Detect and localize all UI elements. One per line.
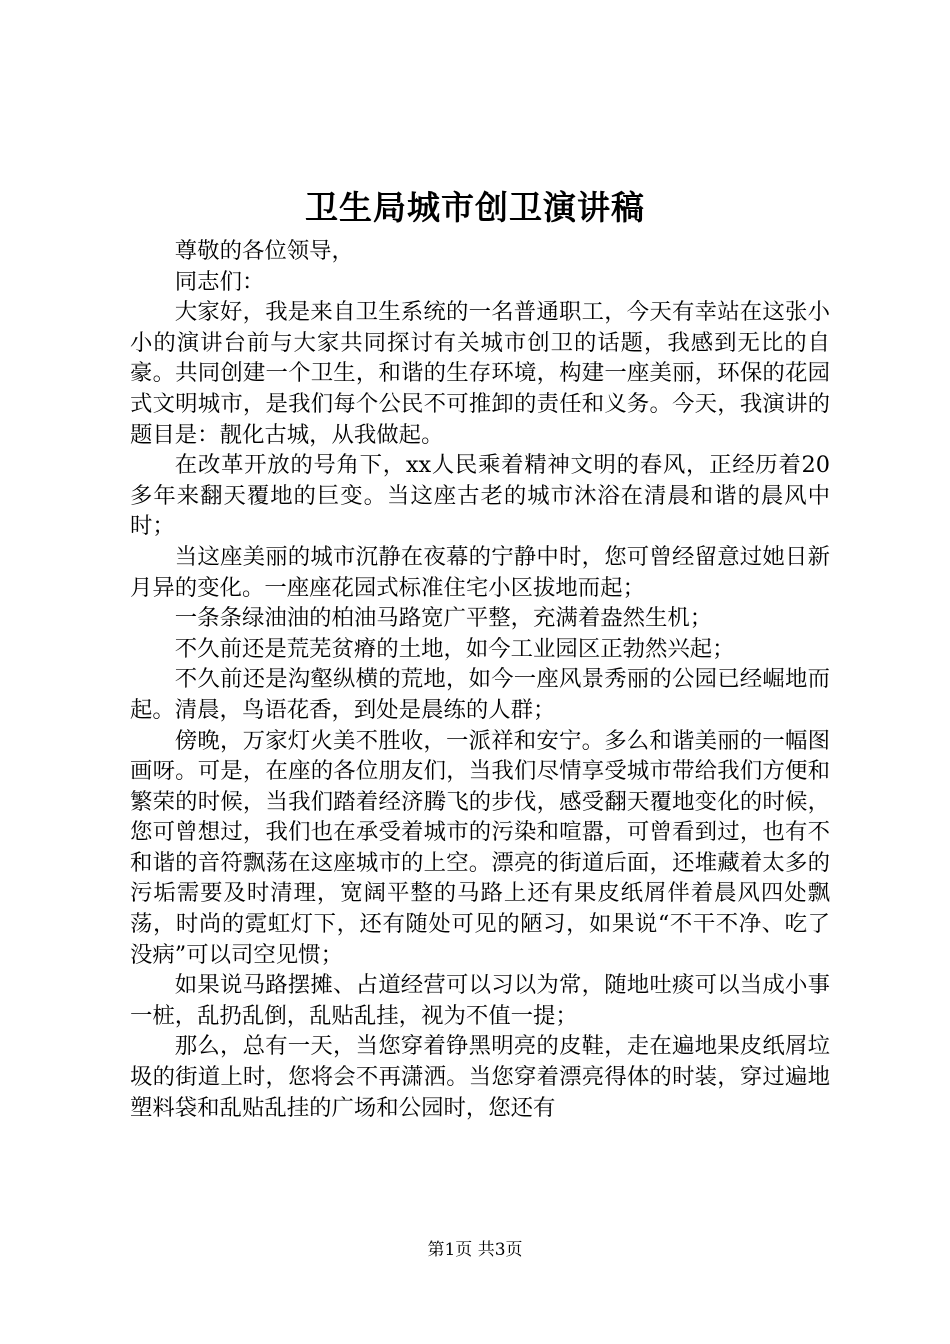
page-footer: 第1页 共3页 bbox=[427, 1240, 523, 1260]
paragraph: 如果说马路摆摊、占道经营可以习以为常，随地吐痰可以当成小事一桩，乱扔乱倒，乱贴乱挂，视为不值一提； bbox=[130, 972, 830, 1029]
paragraph: 不久前还是沟壑纵横的荒地，如今一座风景秀丽的公园已经崛地而起。清晨，鸟语花香，到处是晨练的人群； bbox=[130, 666, 830, 723]
salutation-leaders: 尊敬的各位领导， bbox=[174, 238, 354, 264]
paragraph: 一条条绿油油的柏油马路宽广平整，充满着盎然生机； bbox=[174, 605, 713, 632]
document-body bbox=[130, 236, 830, 1123]
paragraph: 那么，总有一天，当您穿着铮黑明亮的皮鞋，走在遍地果皮纸屑垃圾的街道上时，您将会不再潇洒。当您穿着漂亮得体的时装，穿过遍地塑料袋和乱贴乱挂的广场和公园时，您还有 bbox=[130, 1033, 830, 1121]
paragraph: 在改革开放的号角下，xx人民乘着精神文明的春风，正经历着20多年来翻天覆地的巨变。当这座古老的城市沐浴在清晨和谐的晨风中时； bbox=[130, 452, 830, 540]
paragraph: 不久前还是荒芜贫瘠的土地，如今工业园区正勃然兴起； bbox=[174, 635, 735, 662]
document-title: 卫生局城市创卫演讲稿 bbox=[305, 188, 645, 227]
salutation-comrades: 同志们： bbox=[174, 268, 265, 295]
paragraph: 大家好，我是来自卫生系统的一名普通职工，今天有幸站在这张小小的演讲台前与大家共同探讨有关城市创卫的话题，我感到无比的自豪。共同创建一个卫生，和谐的生存环境，构建一座美丽，环保的花园式文明城市，是我们每个公民不可推卸的责任和义务。今天，我演讲的题目是：靓化古城，从我做起。 bbox=[130, 299, 830, 448]
paragraph: 傍晚，万家灯火美不胜收，一派祥和安宁。多么和谐美丽的一幅图画呀。可是，在座的各位朋友们，当我们尽情享受城市带给我们方便和繁荣的时候，当我们踏着经济腾飞的步伐，感受翻天覆地变化的时候，您可曾想过，我们也在承受着城市的污染和喧嚣，可曾看到过，也有不和谐的音符飘荡在这座城市的上空。漂亮的街道后面，还堆藏着太多的污垢需要及时清理，宽阔平整的马路上还有果皮纸屑伴着晨风四处飘荡，时尚的霓虹灯下，还有随处可见的陋习，如果说“不干不净、吃了没病”可以司空见惯； bbox=[130, 727, 830, 968]
paragraph: 当这座美丽的城市沉静在夜幕的宁静中时，您可曾经留意过她日新月异的变化。一座座花园式标准住宅小区拔地而起； bbox=[130, 543, 830, 601]
